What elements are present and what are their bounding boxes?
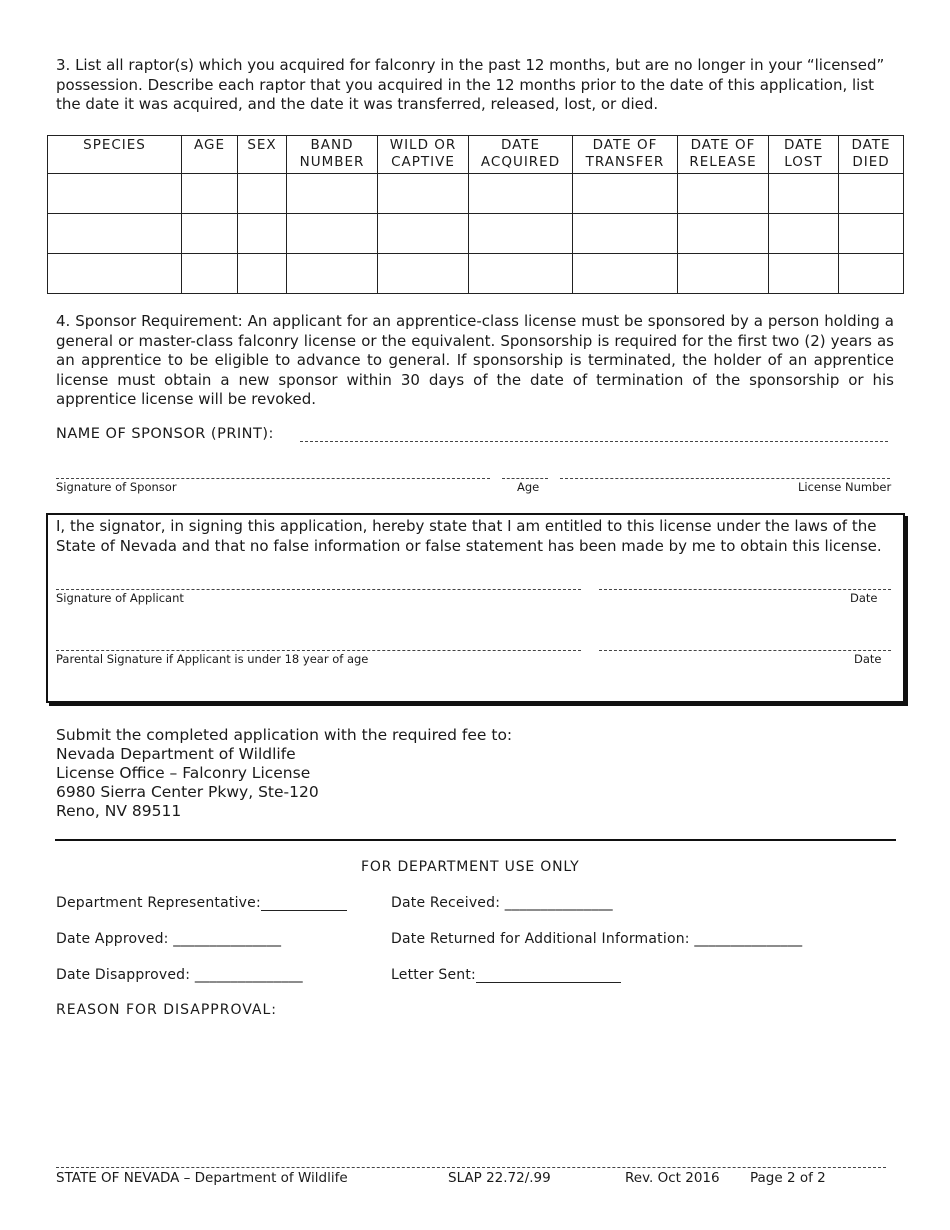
parental-signature-label: Parental Signature if Applicant is under 18 year of age (56, 652, 369, 666)
column-header (238, 136, 287, 174)
table-cell[interactable] (238, 214, 287, 254)
table-cell[interactable] (839, 174, 904, 214)
footer-rule (56, 1167, 886, 1168)
table-cell[interactable] (678, 174, 769, 214)
date-disapproved-label: Date Disapproved: (56, 967, 191, 983)
column-header-line: AGE (194, 137, 225, 153)
column-header (182, 136, 238, 174)
column-header (287, 136, 378, 174)
table-cell[interactable] (469, 214, 573, 254)
table-cell[interactable] (839, 214, 904, 254)
address-line-2: License Office – Falconry License (56, 764, 311, 782)
question-3-text: 3. List all raptor(s) which you acquired for falconry in the past 12 months, but are no longer in your “licensed” possession. Describe each raptor that you acquired in the 12 months prior to the date of this application, list the date it was acquired, and the date it was transferred, released, lost, or died. (56, 56, 885, 113)
sponsor-license-field[interactable] (560, 478, 890, 479)
dept-representative-field[interactable] (261, 895, 347, 911)
column-header-line: CAPTIVE (391, 154, 455, 170)
column-header-line: DATE (500, 137, 541, 153)
column-header-line: DATE OF (690, 137, 756, 153)
footer-agency: STATE OF NEVADA – Department of Wildlife (56, 1170, 348, 1186)
date-approved-row (56, 931, 281, 947)
sponsor-signature-label: Signature of Sponsor (56, 480, 177, 494)
table-cell[interactable] (573, 174, 678, 214)
footer-form-code: SLAP 22.72/.99 (448, 1170, 551, 1186)
letter-sent-row (391, 967, 621, 983)
table-cell[interactable] (839, 254, 904, 294)
table-row (48, 254, 904, 294)
table-row (48, 174, 904, 214)
column-header-line: WILD OR (389, 137, 457, 153)
date-approved-label: Date Approved: (56, 931, 169, 947)
column-header-line: DATE OF (592, 137, 658, 153)
table-cell[interactable] (378, 254, 469, 294)
table-cell[interactable] (48, 174, 182, 214)
table-cell[interactable] (678, 214, 769, 254)
table-cell[interactable] (573, 254, 678, 294)
department-heading: FOR DEPARTMENT USE ONLY (361, 859, 580, 875)
column-header (839, 136, 904, 174)
applicant-signature-field[interactable] (56, 589, 581, 590)
footer-revision: Rev. Oct 2016 (625, 1170, 720, 1186)
table-row (48, 214, 904, 254)
footer-page-number: Page 2 of 2 (750, 1170, 826, 1186)
table-cell[interactable] (378, 214, 469, 254)
column-header-line: DATE (783, 137, 824, 153)
table-cell[interactable] (678, 254, 769, 294)
dept-representative-row (56, 895, 347, 911)
table-cell[interactable] (378, 174, 469, 214)
date-returned-field[interactable]: _______________ (694, 931, 803, 947)
column-header (769, 136, 839, 174)
applicant-date-label: Date (850, 591, 878, 605)
address-line-1: Nevada Department of Wildlife (56, 745, 296, 763)
sponsor-age-field[interactable] (502, 478, 548, 479)
column-header-line: RELEASE (689, 154, 757, 170)
table-cell[interactable] (469, 174, 573, 214)
reason-for-disapproval-label: REASON FOR DISAPPROVAL: (56, 1002, 278, 1018)
date-received-label: Date Received: (391, 895, 501, 911)
table-cell[interactable] (287, 174, 378, 214)
table-header-row (48, 136, 904, 174)
table-cell[interactable] (182, 174, 238, 214)
parental-date-label: Date (854, 652, 882, 666)
column-header-line: DATE (851, 137, 891, 153)
address-line-3: 6980 Sierra Center Pkwy, Ste-120 (56, 783, 319, 801)
date-returned-row (391, 931, 802, 947)
column-header (469, 136, 573, 174)
date-disapproved-row (56, 967, 303, 983)
table-cell[interactable] (287, 254, 378, 294)
applicant-date-field[interactable] (599, 589, 891, 590)
table-cell[interactable] (573, 214, 678, 254)
column-header-line: NUMBER (299, 154, 365, 170)
letter-sent-field[interactable] (476, 967, 621, 983)
submit-intro: Submit the completed application with the required fee to: (56, 726, 513, 744)
sponsor-name-label: NAME OF SPONSOR (PRINT): (56, 426, 274, 442)
table-cell[interactable] (769, 214, 839, 254)
raptor-table (47, 135, 904, 294)
column-header (48, 136, 182, 174)
column-header-line: ACQUIRED (480, 154, 561, 170)
table-cell[interactable] (48, 254, 182, 294)
column-header-line: LOST (784, 154, 823, 170)
sponsor-signature-field[interactable] (56, 478, 490, 479)
table-cell[interactable] (287, 214, 378, 254)
declaration-text: I, the signator, in signing this application, hereby state that I am entitled to this license under the laws of the State of Nevada and that no false information or false statement has been made by me to obtain this license. (56, 517, 882, 555)
parental-date-field[interactable] (599, 650, 891, 651)
date-approved-field[interactable]: _______________ (173, 931, 282, 947)
table-cell[interactable] (182, 214, 238, 254)
applicant-signature-label: Signature of Applicant (56, 591, 184, 605)
date-received-row (391, 895, 613, 911)
sponsor-age-label: Age (517, 480, 540, 494)
parental-signature-field[interactable] (56, 650, 581, 651)
date-received-field[interactable]: _______________ (504, 895, 613, 911)
table-cell[interactable] (769, 174, 839, 214)
column-header (573, 136, 678, 174)
table-cell[interactable] (769, 254, 839, 294)
column-header-line: SEX (247, 137, 277, 153)
dept-representative-label: Department Representative: (56, 895, 261, 911)
submit-address (56, 726, 512, 821)
date-returned-label: Date Returned for Additional Information: (391, 931, 690, 947)
column-header (378, 136, 469, 174)
question-4-text: 4. Sponsor Requirement: An applicant for an apprentice-class license must be sponsored by a person holding a general or master-class falconry license or the equivalent. Sponsorship is required for the first two (2) years as an apprentice to be eligible to advance to general. If sponsorship is terminated, the holder of an apprentice license must obtain a new sponsor within 30 days of the date of termination of the sponsorship or his apprentice license will be revoked. (56, 312, 894, 408)
column-header-line: TRANSFER (585, 154, 665, 170)
table-cell[interactable] (238, 174, 287, 214)
column-header-line: BAND (310, 137, 354, 153)
table-cell[interactable] (48, 214, 182, 254)
column-header-line: SPECIES (83, 137, 146, 153)
date-disapproved-field[interactable]: _______________ (194, 967, 303, 983)
table-cell[interactable] (469, 254, 573, 294)
column-header-line: DIED (852, 154, 890, 170)
sponsor-license-label: License Number (798, 480, 892, 494)
sponsor-name-field[interactable] (300, 441, 888, 442)
address-line-4: Reno, NV 89511 (56, 802, 182, 820)
table-cell[interactable] (182, 254, 238, 294)
letter-sent-label: Letter Sent: (391, 967, 476, 983)
section-divider (55, 839, 896, 841)
column-header (678, 136, 769, 174)
table-cell[interactable] (238, 254, 287, 294)
